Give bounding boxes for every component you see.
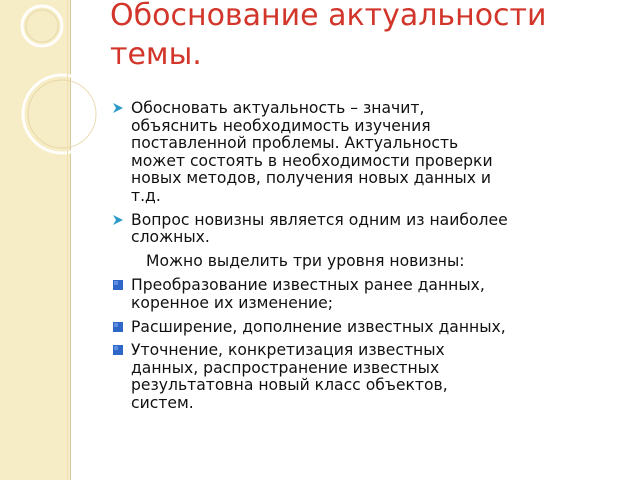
list-item-text: Можно выделить три уровня новизны: [146,251,465,270]
list-item [112,253,612,271]
bullet-list [112,100,612,419]
list-item [112,212,612,247]
arrow-bullet-icon [112,102,124,114]
page-title-line: темы. [110,37,202,72]
list-item-text: Преобразование известных ранее данных, коренное их изменение; [131,276,485,312]
list-item [112,319,612,337]
decorative-side-panel [0,0,71,480]
page-title-line: Обоснование актуальности [110,0,547,33]
list-item [112,100,612,206]
list-item-text: Уточнение, конкретизация известных данных, распространение известных результатовна новый класс объектов, систем. [131,341,448,412]
square-bullet-icon [112,321,124,333]
list-item [112,342,612,412]
list-item [112,277,612,312]
square-bullet-icon [112,344,124,356]
list-item-text: Расширение, дополнение известных данных, [131,317,506,336]
list-item-text: Обосновать актуальность – значит, объяснить необходимость изучения поставленной проблемы. Актуальность может состоять в необходимости проверки новых методов, получения новых данных и т.д. [131,99,493,205]
arrow-bullet-icon [112,214,124,226]
page-title [110,0,635,74]
square-bullet-icon [112,279,124,291]
list-item-text: Вопрос новизны является одним из наиболее сложных. [131,210,508,247]
decorative-rings-icon [0,0,110,180]
